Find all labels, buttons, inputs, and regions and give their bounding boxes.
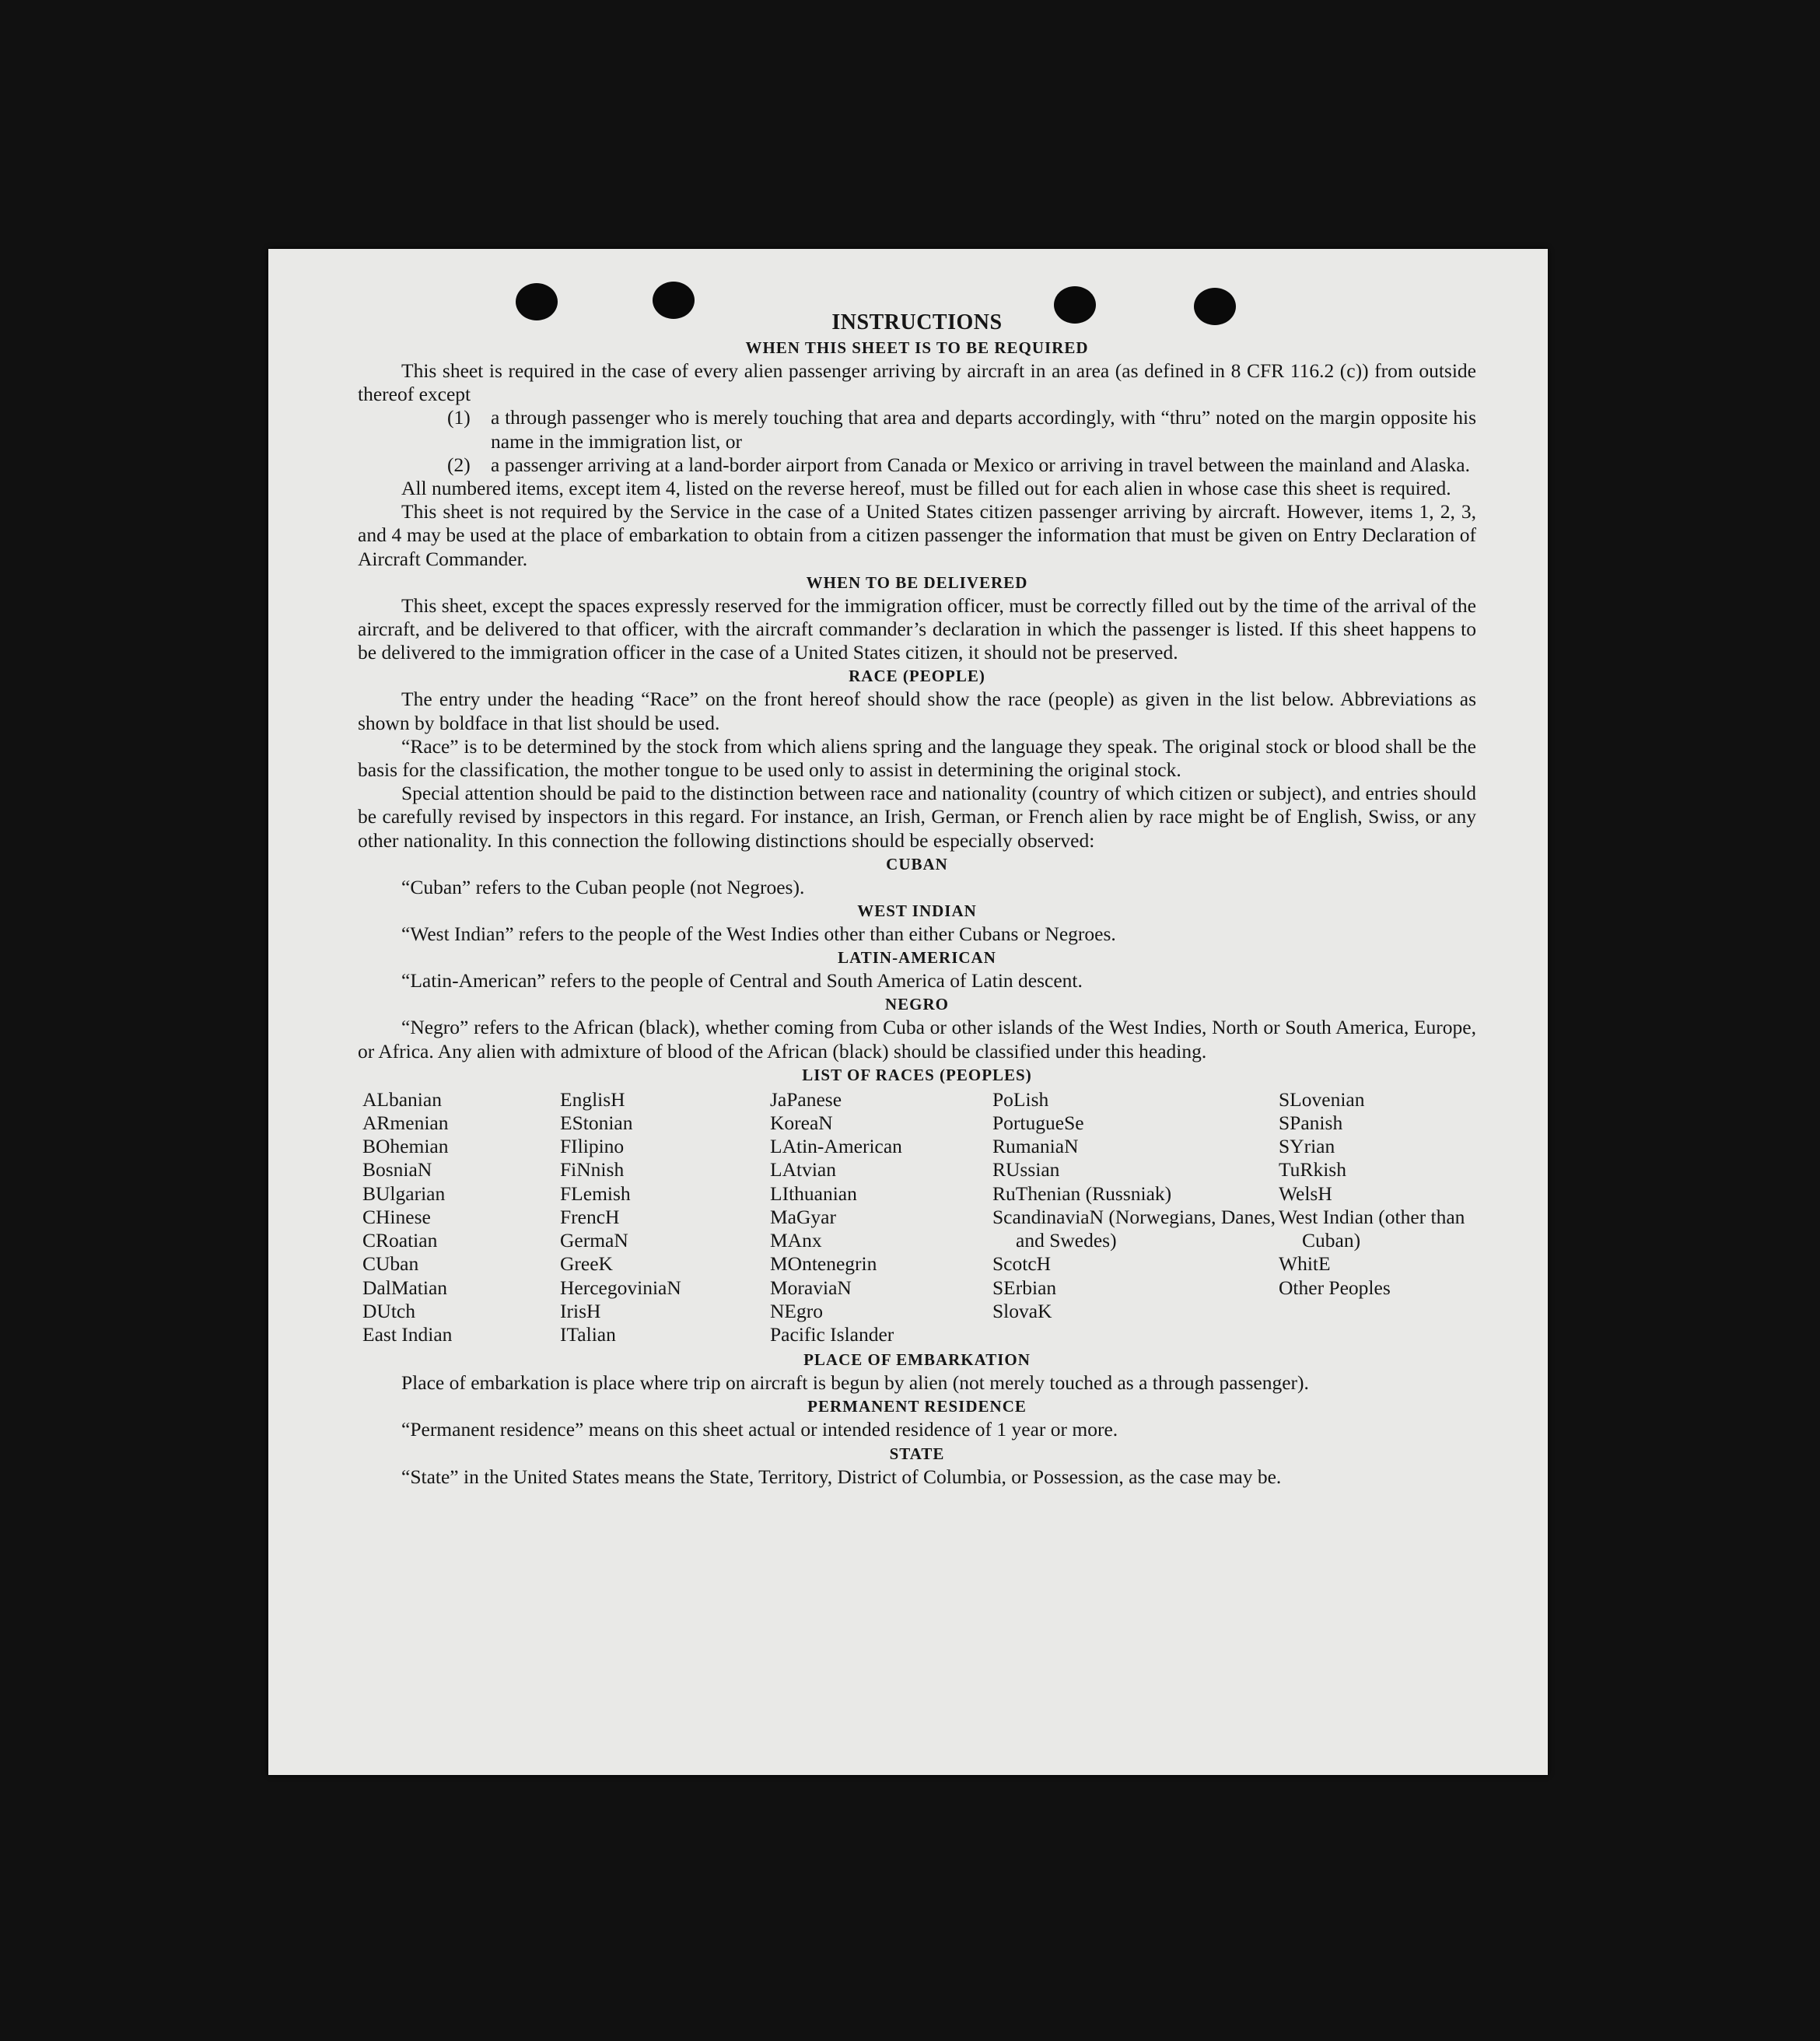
race-list-item: LAtvian [770,1158,836,1182]
race-list-item: RuThenian (Russniak) [992,1182,1172,1205]
race-list [362,1088,1476,1346]
race-list-item: TuRkish [1279,1158,1346,1182]
race-list-item: WhitE [1279,1252,1331,1276]
page-title: INSTRUCTIONS [831,310,1003,334]
race-list-item: DUtch [362,1299,415,1322]
section-heading: PERMANENT RESIDENCE [807,1397,1027,1416]
list-item [447,453,1476,477]
race-list-item: PoLish [992,1087,1049,1111]
race-list-item: KoreaN [770,1112,833,1135]
race-list-item: MaGyar [770,1205,836,1228]
race-list-item: SlovaK [992,1299,1052,1322]
race-column [992,1088,1279,1346]
race-column [1279,1088,1481,1346]
race-list-item: GreeK [560,1252,613,1276]
race-list-item: ARmenian [362,1112,449,1135]
item-number: (1) [447,406,471,429]
race-list-item: SErbian [992,1276,1057,1299]
item-text: a through passenger who is merely touching that area and departs accordingly, with “thru” noted on the margin opposite his name in the immigration list, or [491,406,1476,453]
paragraph: Special attention should be paid to the distinction between race and nationality (country of which citizen or subject), and entries should be carefully revised by inspectors in this regard. For instance, an Irish, German, or French alien by race might be of English, Swiss, or any other nationality. In this connection the following distinctions should be especially observed: [358,782,1476,852]
paragraph: All numbered items, except item 4, listed on the reverse hereof, must be filled out for each alien in whose case this sheet is required. [401,477,1451,500]
race-list-item: SPanish [1279,1112,1343,1135]
race-list-item: NEgro [770,1299,823,1322]
race-list-item: SYrian [1279,1135,1335,1158]
document-sheet [268,249,1548,1775]
section-heading: WHEN TO BE DELIVERED [806,572,1028,592]
section-heading: WHEN THIS SHEET IS TO BE REQUIRED [745,338,1089,357]
section-heading: RACE (PEOPLE) [849,667,985,686]
race-list-item: BOhemian [362,1135,449,1158]
race-list-item: East Indian [362,1322,453,1346]
section-heading: LIST OF RACES (PEOPLES) [802,1065,1032,1084]
race-list-item: BUlgarian [362,1182,446,1205]
race-list-item: GermaN [560,1229,628,1252]
race-list-item: ALbanian [362,1087,442,1111]
race-list-item: LIthuanian [770,1182,857,1205]
race-list-item: BosniaN [362,1158,432,1182]
race-list-item: DalMatian [362,1276,448,1299]
section-heading: STATE [889,1444,945,1463]
paragraph: “West Indian” refers to the people of the West Indies other than either Cubans or Negroes. [401,922,1116,946]
paragraph: This sheet, except the spaces expressly reserved for the immigration officer, must be correctly filled out by the time of the arrival of the aircraft, and be delivered to that officer, with the aircraft commander’s declaration in which the passenger is listed. If this sheet happens to be delivered to the immigration officer in the case of a United States citizen, it should not be preserved. [358,593,1476,664]
race-list-item: FiNnish [560,1158,625,1182]
section-heading: LATIN-AMERICAN [838,948,996,968]
section-heading: NEGRO [884,995,949,1014]
paragraph: “Permanent residence” means on this sheet actual or intended residence of 1 year or more. [401,1418,1118,1441]
race-list-item: EnglisH [560,1087,625,1111]
race-list-item: WelsH [1279,1182,1332,1205]
paragraph: “Negro” refers to the African (black), whether coming from Cuba or other islands of the West Indies, North or South America, Europe, or Africa. Any alien with admixture of blood of the African (black) should be classified under this heading. [358,1016,1476,1063]
race-list-item: FIlipino [560,1135,625,1158]
race-list-item: RumaniaN [992,1135,1079,1158]
race-column [560,1088,770,1346]
race-list-item: PortugueSe [992,1112,1084,1135]
race-list-item: JaPanese [770,1087,842,1111]
race-list-item: LAtin-American [770,1135,902,1158]
section-heading: PLACE OF EMBARKATION [803,1350,1031,1370]
paragraph: “State” in the United States means the State, Territory, District of Columbia, or Possession, as the case may be. [401,1465,1282,1488]
race-list-item: Other Peoples [1279,1276,1391,1299]
race-list-item: MOntenegrin [770,1252,877,1276]
paragraph: “Latin-American” refers to the people of Central and South America of Latin descent. [401,969,1083,992]
item-text: a passenger arriving at a land-border airport from Canada or Mexico or arriving in travel between the mainland and Alaska. [491,453,1470,476]
race-list-item: Pacific Islander [770,1322,894,1346]
item-number: (2) [447,453,471,476]
race-list-item: West Indian (other than Cuban) [1279,1205,1465,1252]
race-list-item: EStonian [560,1112,633,1135]
race-list-item: ScandinaviaN (Norwegians, Danes, and Swedes) [992,1205,1276,1252]
race-list-item: HercegoviniaN [560,1276,681,1299]
race-list-item: RUssian [992,1158,1060,1182]
race-list-item: CRoatian [362,1229,438,1252]
paragraph: The entry under the heading “Race” on the front hereof should show the race (people) as given in the list below. Abbreviations as shown by boldface in that list should be used. [358,688,1476,734]
paragraph: Place of embarkation is place where trip on aircraft is begun by alien (not merely touched as a through passenger). [401,1371,1309,1395]
race-list-item: ITalian [560,1322,616,1346]
instructions-content [358,310,1476,1489]
section-heading: WEST INDIAN [857,901,977,921]
race-list-item: CUban [362,1252,419,1276]
race-list-item: MoraviaN [770,1276,852,1299]
race-list-item: ScotcH [992,1252,1052,1276]
paragraph: “Race” is to be determined by the stock from which aliens spring and the language they speak. The original stock or blood shall be the basis for the classification, the mother tongue to be used only to assist in determining the original stock. [358,734,1476,782]
race-list-item: MAnx [770,1229,822,1252]
section-heading: CUBAN [886,854,948,873]
race-column [362,1088,560,1346]
race-list-item: SLovenian [1279,1087,1365,1111]
race-list-item: FLemish [560,1182,631,1205]
race-column [770,1088,992,1346]
paragraph: This sheet is required in the case of every alien passenger arriving by aircraft in an area (as defined in 8 CFR 116.2 (c)) from outside thereof except [358,359,1476,406]
paragraph: “Cuban” refers to the Cuban people (not Negroes). [401,875,805,898]
list-item [447,406,1476,453]
race-list-item: FrencH [560,1205,620,1228]
race-list-item: CHinese [362,1205,431,1228]
paragraph: This sheet is not required by the Service in the case of a United States citizen passenger arriving by aircraft. However, items 1, 2, 3, and 4 may be used at the place of embarkation to obtain from a citizen passenger the information that must be given on Entry Declaration of Aircraft Commander. [358,500,1476,570]
race-list-item: IrisH [560,1299,601,1322]
